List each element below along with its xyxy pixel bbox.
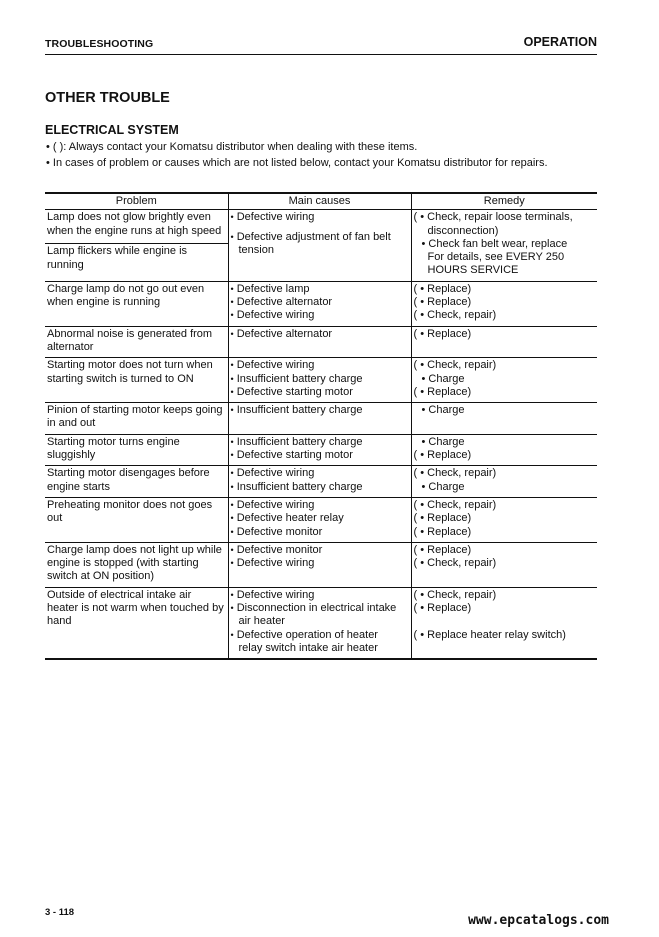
cause-item-cont: relay switch intake air heater <box>238 641 378 654</box>
causes-cell <box>228 281 411 326</box>
remedy-cell <box>411 210 597 281</box>
remedy-cell <box>411 497 597 542</box>
remedy-item: ( • Replace) <box>413 602 472 615</box>
causes-cell <box>228 542 411 587</box>
cause-item: • Defective wiring <box>230 359 315 372</box>
page-number: 3 - 118 <box>45 907 75 918</box>
cause-item: • Defective alternator <box>230 296 333 309</box>
table-row <box>45 210 597 244</box>
remedy-item: ( • Check, repair) <box>413 309 497 322</box>
cause-item: • Insufficient battery charge <box>230 480 363 493</box>
cause-item: • Defective wiring <box>230 588 315 601</box>
cause-item-cont: air heater <box>238 615 285 628</box>
remedy-item-cont: disconnection) <box>427 224 499 237</box>
cause-item-cont: tension <box>238 243 274 256</box>
remedy-item-cont: HOURS SERVICE <box>427 264 519 277</box>
cause-item: • Defective wiring <box>230 211 315 224</box>
causes-cell <box>228 497 411 542</box>
remedy-cell <box>411 358 597 403</box>
causes-cell <box>228 587 411 659</box>
cause-item: • Defective wiring <box>230 557 315 570</box>
remedy-item: • Charge <box>421 480 465 493</box>
remedy-item: ( • Check, repair) <box>413 557 497 570</box>
remedy-item: ( • Replace) <box>413 543 472 556</box>
remedy-item: ( • Replace) <box>413 327 472 340</box>
problem-cell: Lamp does not glow brightly even when the engine runs at high speed <box>47 211 222 237</box>
notes <box>46 139 548 171</box>
causes-cell <box>228 358 411 403</box>
remedy-item-cont: For details, see EVERY 250 <box>427 251 565 264</box>
remedy-cell <box>411 403 597 435</box>
table-row <box>45 542 597 587</box>
remedy-item: • Charge <box>421 372 465 385</box>
table-row <box>45 326 597 358</box>
problem-cell: Outside of electrical intake air heater is not warm when touched by hand <box>45 587 228 659</box>
remedy-cell <box>411 466 597 498</box>
page-title: OTHER TROUBLE <box>45 90 170 106</box>
remedy-item: ( • Replace heater relay switch) <box>413 628 566 641</box>
problem-cell: Starting motor disengages before engine starts <box>45 466 228 498</box>
problem-cell: Starting motor does not turn when starting switch is turned to ON <box>45 358 228 403</box>
table-row <box>45 358 597 403</box>
table-row <box>45 466 597 498</box>
causes-cell <box>228 326 411 358</box>
column-header-problem: Problem <box>45 193 228 210</box>
cause-item: • Defective adjustment of fan belt <box>230 230 391 243</box>
note-item: • In cases of problem or causes which are not listed below, contact your Komatsu distributor for repairs. <box>46 157 548 169</box>
note-item: • ( ): Always contact your Komatsu distributor when dealing with these items. <box>46 141 418 153</box>
problem-cell: Abnormal noise is generated from alternator <box>45 326 228 358</box>
remedy-item: • Check fan belt wear, replace <box>421 237 568 250</box>
remedy-item: ( • Replace) <box>413 296 472 309</box>
trouble-table <box>45 192 597 660</box>
cause-item: • Disconnection in electrical intake <box>230 602 397 615</box>
cause-item: • Defective wiring <box>230 309 315 322</box>
table-row <box>45 281 597 326</box>
column-header-remedy: Remedy <box>411 193 597 210</box>
remedy-item: ( • Check, repair loose terminals, <box>413 211 573 224</box>
cause-item: • Defective starting motor <box>230 449 353 462</box>
cause-item: • Insufficient battery charge <box>230 435 363 448</box>
problem-cell: Preheating monitor does not goes out <box>45 497 228 542</box>
remedy-item: ( • Replace) <box>413 525 472 538</box>
cause-item: • Defective heater relay <box>230 512 344 525</box>
remedy-item: ( • Replace) <box>413 282 472 295</box>
cause-item: • Defective wiring <box>230 467 315 480</box>
problem-cell: Pinion of starting motor keeps going in and out <box>45 403 228 435</box>
causes-cell <box>228 210 411 281</box>
table-row <box>45 587 597 659</box>
remedy-cell <box>411 326 597 358</box>
causes-cell <box>228 434 411 466</box>
remedy-item: • Charge <box>421 435 465 448</box>
cause-item: • Defective monitor <box>230 525 323 538</box>
section-subtitle: ELECTRICAL SYSTEM <box>45 123 179 137</box>
remedy-item: ( • Check, repair) <box>413 359 497 372</box>
cause-item: • Defective starting motor <box>230 385 353 398</box>
problem-cell: Starting motor turns engine sluggishly <box>45 434 228 466</box>
remedy-cell <box>411 542 597 587</box>
cause-item: • Defective wiring <box>230 498 315 511</box>
cause-item: • Insufficient battery charge <box>230 372 363 385</box>
header-divider <box>45 54 597 55</box>
column-header-causes: Main causes <box>228 193 411 210</box>
cause-item: • Insufficient battery charge <box>230 404 363 417</box>
table-row <box>45 497 597 542</box>
cause-item: • Defective monitor <box>230 543 323 556</box>
remedy-item: • Charge <box>421 404 465 417</box>
cause-item: • Defective operation of heater <box>230 628 378 641</box>
remedy-item: ( • Replace) <box>413 512 472 525</box>
problem-cell: Charge lamp does not light up while engine is stopped (with starting switch at ON position) <box>45 542 228 587</box>
causes-cell <box>228 403 411 435</box>
problem-cell: Charge lamp do not go out even when engine is running <box>45 281 228 326</box>
remedy-item: ( • Check, repair) <box>413 498 497 511</box>
remedy-item: ( • Replace) <box>413 385 472 398</box>
section-header-left: TROUBLESHOOTING <box>45 38 154 50</box>
causes-cell <box>228 466 411 498</box>
remedy-cell <box>411 281 597 326</box>
cause-item: • Defective alternator <box>230 327 333 340</box>
remedy-cell <box>411 434 597 466</box>
section-header-right: OPERATION <box>523 35 597 49</box>
remedy-item: ( • Check, repair) <box>413 588 497 601</box>
table-row <box>45 403 597 435</box>
cause-item: • Defective lamp <box>230 282 310 295</box>
remedy-cell <box>411 587 597 659</box>
remedy-item: ( • Replace) <box>413 449 472 462</box>
remedy-item: ( • Check, repair) <box>413 467 497 480</box>
problem-cell: Lamp flickers while engine is running <box>45 244 228 282</box>
watermark: www.epcatalogs.com <box>468 913 609 928</box>
table-row <box>45 434 597 466</box>
